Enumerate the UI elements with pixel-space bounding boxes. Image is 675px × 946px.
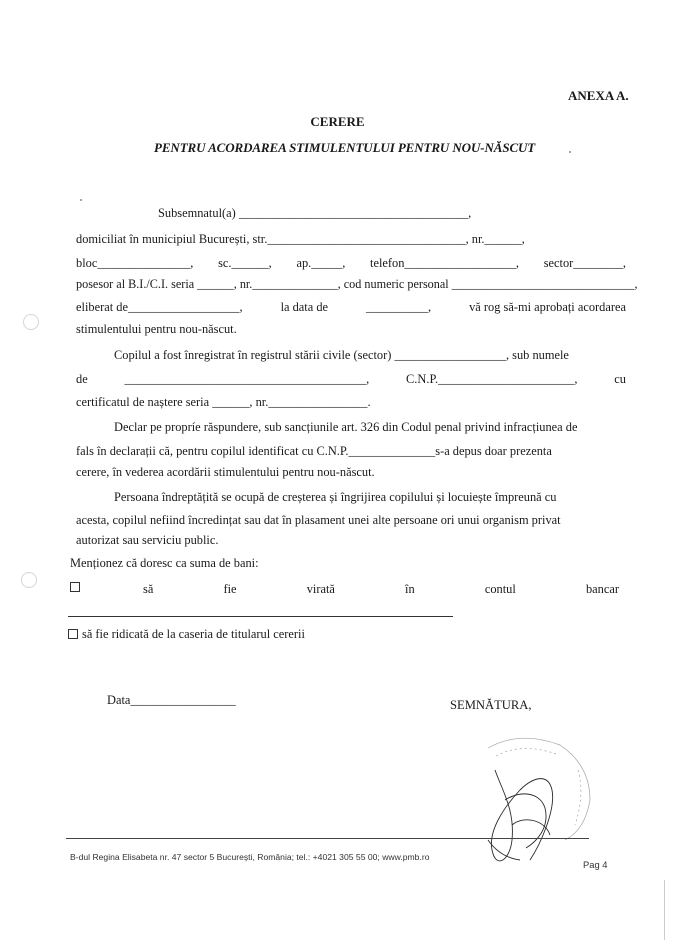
- declaration-line-1: Declar pe propríe răspundere, sub sancțiunile art. 326 din Codul penal privind infracțiunea de: [114, 420, 578, 434]
- option-word: în: [405, 582, 415, 596]
- page-number: Pag 4: [583, 859, 608, 870]
- document-title: CERERE: [310, 114, 365, 129]
- sector-field: sector________,: [543, 256, 626, 270]
- staircase-field: sc.______,: [218, 256, 272, 270]
- id-card-line: posesor al B.I./C.I. seria ______, nr.______________, cod numeric personal ______________________________,: [76, 277, 638, 291]
- scan-edge-mark: [664, 880, 665, 940]
- punch-hole: [21, 572, 37, 588]
- approval-request-text: vă rog să-mi aprobați acordarea: [469, 300, 626, 314]
- custody-line-3: autorizat sau serviciu public.: [76, 533, 219, 547]
- option-word: fie: [223, 582, 237, 596]
- name-label: de: [76, 372, 88, 386]
- registration-line: Copilul a fost înregistrat în registrul stării civile (sector) __________________, sub numele: [114, 348, 569, 362]
- declaration-line-3: cerere, în vederea acordării stimulentului pentru nou-născut.: [76, 465, 375, 479]
- block-field: bloc_______________,: [76, 256, 194, 270]
- custody-line-1: Persoana îndreptățită se ocupă de creșterea și îngrijirea copilului și locuiește împreună cu: [114, 490, 557, 504]
- with-label: cu: [614, 372, 626, 386]
- annex-label: ANEXA A.: [568, 88, 629, 103]
- issued-date-label: la data de: [280, 300, 329, 314]
- issued-date-field: __________,: [366, 300, 432, 314]
- custody-line-2: acesta, copilul nefiind încredințat sau dat în plasament unei alte persoane ori unui organism privat: [76, 513, 561, 527]
- option-word: virată: [306, 582, 335, 596]
- option-word: să: [143, 582, 154, 596]
- document-subtitle: PENTRU ACORDAREA STIMULENTULUI PENTRU NOU-NĂSCUT: [154, 140, 536, 155]
- issued-by-field: eliberat de__________________,: [76, 300, 243, 314]
- declaration-line-2: fals în declarații că, pentru copilul identificat cu C.N.P.______________s-a depus doar prezenta: [76, 444, 552, 458]
- option-word: contul: [484, 582, 516, 596]
- applicant-name-line: Subsemnatul(a) _____________________________________,: [158, 206, 472, 220]
- punch-hole: [23, 314, 39, 330]
- payment-intro: Menționez că doresc ca suma de bani:: [70, 556, 259, 570]
- phone-field: telefon__________________,: [370, 256, 520, 270]
- signature-scribble: [488, 770, 553, 861]
- cnp-field: C.N.P.______________________,: [406, 372, 578, 386]
- address-line: domiciliat în municipiul București, str.________________________________, nr.______,: [76, 232, 525, 246]
- cash-option-label: să fie ridicată de la caseria de titularul cererii: [82, 627, 305, 641]
- footer-rule: [66, 838, 589, 839]
- faded-stamp: [488, 738, 590, 840]
- date-field: Data_________________: [107, 693, 236, 707]
- footer-address: B-dul Regina Elisabeta nr. 47 sector 5 București, România; tel.: +4021 305 55 00; www.pmb.ro: [70, 852, 430, 862]
- stimulus-line: stimulentului pentru nou-născut.: [76, 322, 237, 336]
- birth-certificate-line: certificatul de naștere seria ______, nr.________________.: [76, 395, 371, 409]
- signature-label: SEMNĂTURA,: [450, 698, 532, 712]
- option-word: bancar: [585, 582, 619, 596]
- child-name-field: _______________________________________,: [124, 372, 370, 386]
- apartment-field: ap._____,: [296, 256, 346, 270]
